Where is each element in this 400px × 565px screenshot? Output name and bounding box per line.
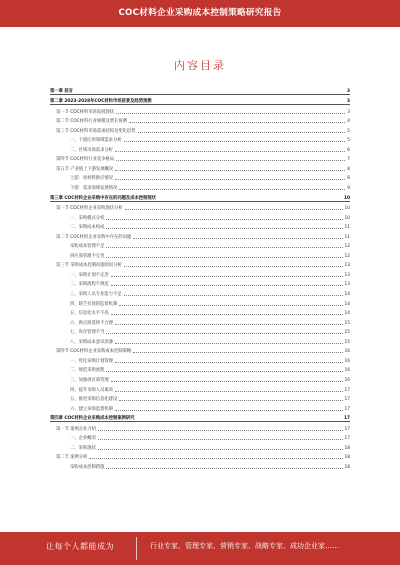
- toc-entry-text: 一、采购计划不完善: [70, 272, 109, 278]
- footer-slogan: 让每个人都能成为: [46, 542, 114, 551]
- toc-leader-dots: [111, 314, 343, 315]
- toc-chapter-entry[interactable]: [50, 412, 350, 423]
- toc-entry-text: 二、采购流程不规范: [70, 282, 109, 288]
- toc-entry-text: 一、采购模式分析: [70, 215, 105, 221]
- toc-leader-dots: [125, 209, 343, 210]
- toc-entry-text: 供应商管理不完善: [70, 253, 105, 259]
- toc-leader-dots: [111, 285, 343, 286]
- toc-entry[interactable]: [50, 460, 350, 470]
- toc-entry-text: 七、库存管理不当: [70, 330, 105, 336]
- toc-leader-dots: [119, 400, 342, 401]
- toc-page-number: 17: [344, 406, 350, 412]
- toc-leader-dots: [106, 219, 342, 220]
- toc-entry[interactable]: [50, 268, 350, 278]
- table-of-contents: [50, 84, 350, 470]
- toc-page-number: 12: [344, 253, 350, 259]
- toc-leader-dots: [106, 468, 342, 469]
- toc-leader-dots: [111, 276, 343, 277]
- toc-leader-dots: [133, 238, 342, 239]
- toc-entry[interactable]: [50, 326, 350, 336]
- toc-entry[interactable]: [50, 451, 350, 461]
- toc-entry-text: 四、缺乏有效的监督机制: [70, 301, 118, 307]
- toc-entry[interactable]: [50, 143, 350, 153]
- toc-entry-text: 二、采购成本构成: [70, 225, 105, 231]
- toc-entry[interactable]: [50, 230, 350, 240]
- toc-entry-text: 第三节 COC材料市场需求结构及变化趋势: [56, 128, 136, 134]
- toc-entry-text: 五、信息化水平不高: [70, 311, 109, 317]
- toc-leader-dots: [115, 170, 345, 171]
- toc-leader-dots: [89, 458, 342, 459]
- toc-entry-text: 第四节 COC材料企业采购成本控制策略: [56, 349, 132, 355]
- toc-page-number: 16: [344, 349, 350, 355]
- toc-entry[interactable]: [50, 364, 350, 374]
- toc-page-number: 18: [344, 455, 350, 461]
- toc-entry-text: 第四章 COC材料企业采购成本控制案例研究: [50, 416, 135, 422]
- toc-entry[interactable]: [50, 287, 350, 297]
- toc-entry-text: 六、建立采购监督机制: [70, 406, 113, 412]
- toc-entry-text: 下游：需求领域发展情况: [70, 186, 118, 192]
- toc-entry-text: 第一章 前言: [50, 88, 73, 94]
- toc-leader-dots: [119, 189, 345, 190]
- toc-leader-dots: [116, 113, 345, 114]
- toc-leader-dots: [106, 228, 342, 229]
- toc-leader-dots: [106, 257, 342, 258]
- toc-entry[interactable]: [50, 211, 350, 221]
- toc-entry[interactable]: [50, 181, 350, 191]
- toc-entry[interactable]: [50, 124, 350, 134]
- toc-page-number: 6: [347, 147, 350, 153]
- toc-entry-text: 第二章 2023-2028年COC材料市场前景及趋势预测: [50, 99, 152, 105]
- toc-chapter-entry[interactable]: [50, 95, 350, 106]
- report-header: [0, 0, 400, 27]
- toc-page-number: 10: [344, 215, 350, 221]
- toc-page-number: 3: [347, 109, 350, 115]
- toc-entry[interactable]: [50, 402, 350, 412]
- toc-page-number: 18: [344, 464, 350, 470]
- toc-entry-text: 四、提升采购人员素质: [70, 387, 113, 393]
- toc-leader-dots: [98, 430, 342, 431]
- toc-entry[interactable]: [50, 345, 350, 355]
- toc-entry-text: 第一节 案例企业介绍: [56, 426, 97, 432]
- toc-page-number: 9: [347, 186, 350, 192]
- toc-entry-text: 三、加强供应商管理: [70, 377, 109, 383]
- toc-entry[interactable]: [50, 393, 350, 403]
- toc-leader-dots: [98, 449, 343, 450]
- toc-leader-dots: [111, 381, 343, 382]
- toc-chapter-entry[interactable]: [50, 84, 350, 95]
- toc-entry[interactable]: [50, 422, 350, 432]
- toc-entry[interactable]: [50, 441, 350, 451]
- toc-entry[interactable]: [50, 134, 350, 144]
- toc-entry-text: 六、供应商选择不合理: [70, 320, 113, 326]
- toc-page-number: 15: [344, 330, 350, 336]
- toc-entry[interactable]: [50, 259, 350, 269]
- toc-page-number: 5: [347, 138, 350, 144]
- toc-entry[interactable]: [50, 162, 350, 172]
- toc-leader-dots: [115, 391, 343, 392]
- toc-leader-dots: [106, 247, 342, 248]
- toc-page-number: 4: [347, 119, 350, 125]
- toc-entry-text: 采购成本管理不足: [70, 244, 105, 250]
- toc-leader-dots: [115, 362, 343, 363]
- footer-banner: [0, 532, 400, 565]
- toc-entry[interactable]: [50, 240, 350, 250]
- toc-entry-text: 第三节 采购成本控制问题原因分析: [56, 263, 122, 269]
- toc-entry-text: 采购成本控制措施: [70, 464, 105, 470]
- toc-entry-text: 第四节 COC材料行业竞争格局: [56, 157, 115, 163]
- toc-entry-text: 上游：原材料供应情况: [70, 176, 113, 182]
- toc-entry-text: 第一节 COC材料企业采购现状分析: [56, 206, 123, 212]
- toc-page-number: 14: [344, 311, 350, 317]
- toc-entry[interactable]: [50, 432, 350, 442]
- toc-leader-dots: [115, 324, 343, 325]
- toc-leader-dots: [115, 343, 343, 344]
- toc-page-number: 15: [344, 320, 350, 326]
- toc-page-number: 10: [344, 195, 350, 201]
- toc-page-number: 5: [347, 128, 350, 134]
- toc-entry[interactable]: [50, 115, 350, 125]
- toc-entry[interactable]: [50, 307, 350, 317]
- toc-entry[interactable]: [50, 202, 350, 212]
- toc-page-number: 16: [344, 377, 350, 383]
- toc-entry[interactable]: [50, 105, 350, 115]
- toc-page-number: 14: [344, 292, 350, 298]
- toc-leader-dots: [115, 179, 345, 180]
- toc-entry[interactable]: [50, 278, 350, 288]
- toc-leader-dots: [115, 410, 343, 411]
- footer-divider: [136, 537, 137, 560]
- toc-chapter-entry[interactable]: [50, 191, 350, 202]
- toc-page-number: 13: [344, 282, 350, 288]
- toc-entry[interactable]: [50, 383, 350, 393]
- toc-entry-text: 二、规范采购流程: [70, 368, 105, 374]
- toc-entry[interactable]: [50, 297, 350, 307]
- toc-page-number: 13: [344, 263, 350, 269]
- toc-page-number: 8: [347, 166, 350, 172]
- toc-entry-text: 三、采购人员专业能力不足: [70, 292, 122, 298]
- toc-heading: 内容目录: [174, 59, 226, 72]
- toc-leader-dots: [106, 333, 342, 334]
- toc-page-number: 15: [344, 339, 350, 345]
- toc-leader-dots: [124, 141, 346, 142]
- toc-entry-text: 第二节 COC材料企业采购中存在的问题: [56, 234, 132, 240]
- toc-page-number: 13: [344, 272, 350, 278]
- toc-page-number: 17: [344, 397, 350, 403]
- toc-leader-dots: [133, 352, 342, 353]
- toc-entry[interactable]: [50, 316, 350, 326]
- toc-page-number: 7: [347, 157, 350, 163]
- toc-page-number: 12: [344, 244, 350, 250]
- toc-page-number: 8: [347, 176, 350, 182]
- toc-leader-dots: [124, 266, 343, 267]
- toc-entry[interactable]: [50, 354, 350, 364]
- report-title: COC材料企业采购成本控制策略研究报告: [118, 8, 282, 18]
- toc-entry-text: 二、采购现状: [70, 445, 96, 451]
- toc-entry-text: 第一节 COC材料市场发展现状: [56, 109, 115, 115]
- toc-page-number: 16: [344, 358, 350, 364]
- toc-leader-dots: [98, 439, 343, 440]
- toc-page-number: 11: [344, 234, 350, 240]
- toc-page-number: 17: [344, 387, 350, 393]
- toc-page-number: 10: [344, 206, 350, 212]
- toc-entry-text: 第三章 COC材料企业采购中存在的问题及成本控制现状: [50, 195, 156, 201]
- toc-entry-text: 一、优化采购计划管理: [70, 358, 113, 364]
- toc-entry[interactable]: [50, 153, 350, 163]
- toc-entry-text: 第二节 COC材料行业规模及增长预测: [56, 119, 127, 125]
- footer-tagline: 行业专家、管理专家、营销专家、战略专家、成功企业家……: [150, 542, 339, 550]
- toc-page-number: 3: [347, 99, 350, 105]
- toc-entry[interactable]: [50, 335, 350, 345]
- toc-entry-text: 一、企业概况: [70, 436, 96, 442]
- toc-page-number: 11: [344, 225, 350, 231]
- toc-entry-text: 八、采购成本意识淡薄: [70, 339, 113, 345]
- toc-leader-dots: [115, 151, 345, 152]
- toc-leader-dots: [106, 371, 342, 372]
- toc-entry-text: 第五节 产业链上下游发展概况: [56, 166, 114, 172]
- toc-page-number: 17: [344, 436, 350, 442]
- toc-entry[interactable]: [50, 172, 350, 182]
- toc-entry[interactable]: [50, 221, 350, 231]
- toc-page-number: 16: [344, 368, 350, 374]
- toc-page-number: 17: [344, 426, 350, 432]
- toc-leader-dots: [138, 132, 346, 133]
- toc-page-number: 18: [344, 445, 350, 451]
- toc-leader-dots: [119, 305, 342, 306]
- toc-entry-text: 二、区域市场需求分析: [70, 147, 113, 153]
- toc-leader-dots: [124, 295, 343, 296]
- toc-leader-dots: [116, 160, 345, 161]
- toc-entry[interactable]: [50, 373, 350, 383]
- toc-leader-dots: [129, 122, 345, 123]
- toc-entry-text: 五、推进采购信息化建设: [70, 397, 118, 403]
- toc-page-number: 3: [347, 88, 350, 94]
- toc-entry-text: 一、下游应用领域需求分析: [70, 138, 122, 144]
- toc-page-number: 17: [344, 416, 350, 422]
- toc-page-number: 14: [344, 301, 350, 307]
- toc-entry-text: 第二节 案例分析: [56, 455, 88, 461]
- toc-entry[interactable]: [50, 249, 350, 259]
